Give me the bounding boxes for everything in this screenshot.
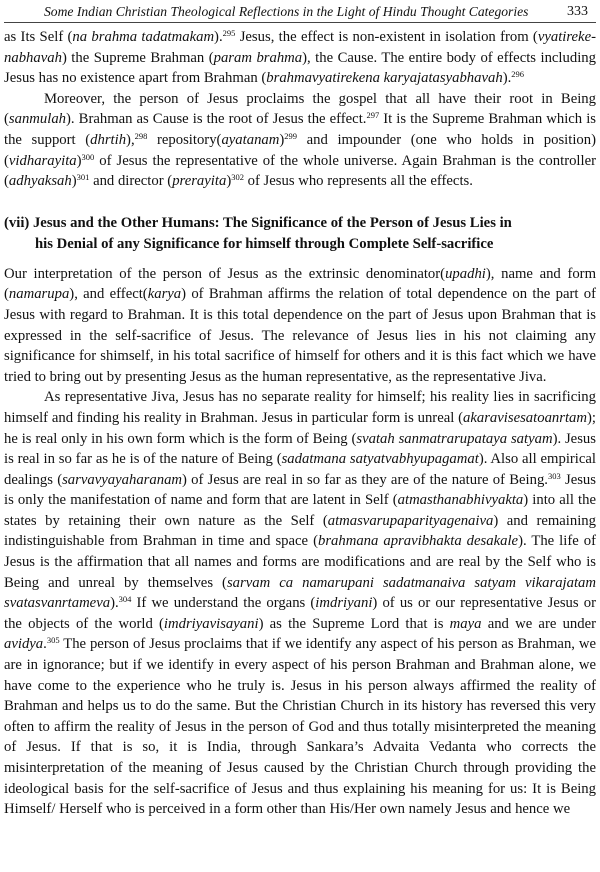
section-heading-line-2: his Denial of any Significance for himself through Complete Self-sacrifice: [35, 235, 494, 252]
sanskrit-term: dhrtih: [90, 131, 127, 148]
paragraph-continued: [4, 27, 596, 89]
text-run: ).: [110, 595, 119, 612]
text-run: ) and remaining indistinguishable from Brahman in time and space (: [4, 512, 596, 550]
text-run: ). Jesus is real in so far as he is of the nature of Being (: [4, 430, 596, 468]
sanskrit-term: atmasthanabhivyakta: [397, 492, 524, 509]
footnote-ref: 304: [118, 594, 132, 605]
sanskrit-term: akaravisesatoanrtam: [462, 409, 588, 426]
text-run: It is the Supreme Brahman which is the support (: [4, 111, 596, 148]
text-run: ),: [126, 131, 135, 148]
sanskrit-term: upadhi: [445, 265, 486, 282]
sanskrit-term: adhyaksah: [8, 173, 72, 190]
footnote-ref: 297: [366, 110, 380, 121]
text-run: ); he is real only in his own form which is the form of Being (: [4, 409, 596, 447]
text-run: ) of Jesus are real in so far as they are of the nature of Being.: [182, 471, 548, 488]
text-run: Jesus is only the manifestation of name and form that are latent in Self (: [4, 471, 596, 509]
text-run: ): [71, 173, 77, 190]
sanskrit-term: imdriyani: [315, 595, 373, 612]
footnote-ref: 296: [511, 69, 525, 80]
text-run: of Jesus who represents all the effects.: [243, 173, 473, 190]
sanskrit-term: na brahma tadatmakam: [72, 29, 215, 45]
footnote-ref: 298: [134, 130, 148, 141]
text-run: ) of Brahman affirms the relation of total dependence on the part of Jesus with regard to Brahman. It is this total dependence on the part of Jesus upon Brahman that is expressed in the self-sacrifice of Jesus. The relevance of Jesus lies in his not claiming any significance for shimself, in his total sacrifice of himself for others and it is this fact which we have tried to bring out by presenting Jesus as the human representative, as the representative Jiva.: [4, 286, 596, 385]
sanskrit-term: karya: [147, 286, 182, 303]
text-run: ) as the Supreme Lord that is: [258, 615, 450, 632]
paragraph-representative-jiva: [4, 387, 596, 819]
text-run: and impounder (one who holds in position) (: [4, 131, 596, 169]
text-run: of Jesus the representative of the whole universe. Again Brahman is the controller (: [4, 152, 596, 190]
text-run: ), and effect(: [69, 286, 148, 303]
footnote-ref: 302: [231, 172, 244, 183]
footnote-ref: 305: [46, 635, 60, 646]
sanskrit-term: sarvam ca namarupani sadatmanaiva satyam vikarajatam svatasvanrtameva: [4, 574, 596, 612]
text-run: ) of us or our representative Jesus or the objects of the world (: [4, 595, 596, 632]
sanskrit-term: brahmana apravibhakta desakale: [317, 533, 519, 550]
text-run: ), the Cause. The entire body of effects including Jesus has no existence apart from Brahman (: [4, 49, 596, 87]
sanskrit-term: maya: [449, 615, 482, 632]
header-rule: [4, 22, 596, 23]
sanskrit-term: svatah sanmatrarupataya satyam: [356, 430, 553, 447]
sanskrit-term: namarupa: [8, 286, 70, 303]
text-run: ): [279, 131, 285, 148]
text-run: ).: [214, 29, 223, 45]
footnote-ref: 303: [547, 470, 561, 481]
sanskrit-term: prerayita: [172, 173, 227, 190]
paragraph-interpretation: [4, 264, 596, 388]
text-run: Our interpretation of the person of Jesus as the extrinsic denominator(: [4, 265, 446, 282]
sanskrit-term: brahmavyatirekena karyajatasyabhavah: [266, 70, 503, 87]
text-run: Jesus, the effect is non-existent in isolation from (: [235, 29, 538, 45]
section-heading: [4, 213, 596, 255]
sanskrit-term: sanmulah: [8, 111, 67, 128]
text-run: ). Also all empirical dealings (: [4, 451, 596, 488]
sanskrit-term: ayatanam: [221, 131, 280, 148]
footnote-ref: 299: [284, 130, 298, 141]
footnote-ref: 300: [81, 151, 95, 162]
text-run: .: [43, 636, 47, 653]
sanskrit-term: imdriyavisayani: [163, 615, 259, 632]
paragraph-root-in-being: [4, 89, 596, 192]
text-run: Moreover, the person of Jesus proclaims the gospel that all have their root in Being (: [4, 90, 596, 128]
text-run: ) the Supreme Brahman (: [61, 49, 214, 66]
text-run: repository(: [147, 131, 222, 148]
text-run: ) into all the states by retaining their own nature as the Self (: [4, 492, 596, 529]
text-run: as Its Self (: [4, 29, 73, 45]
text-run: and we are under: [481, 615, 597, 632]
running-title: Some Indian Christian Theological Reflections in the Light of Hindu Thought Categories: [44, 4, 529, 19]
sanskrit-term: param brahma: [213, 49, 303, 66]
sanskrit-term: atmasvarupaparityagenaiva: [327, 512, 494, 529]
text-run: ): [76, 152, 82, 169]
text-run: and director (: [89, 173, 173, 190]
sanskrit-term: sarvavyayaharanam: [62, 471, 183, 488]
text-run: As representative Jiva, Jesus has no separate reality for himself; his reality lies in sacrificing himself and finding his reality in Brahman. Jesus in particular form is unreal (: [4, 389, 596, 426]
sanskrit-term: vyatireke-nabhavah: [4, 29, 596, 66]
text-run: ), name and form (: [4, 265, 596, 303]
text-run: ). Brahman as Cause is the root of Jesus the effect.: [66, 111, 367, 128]
text-run: ). The life of Jesus is the affirmation that all names and forms are modifications and are real by the Self who is Being and unreal by themselves (: [4, 533, 596, 591]
sanskrit-term: vidharayita: [8, 152, 77, 169]
footnote-ref: 295: [222, 28, 236, 38]
footnote-ref: 301: [76, 172, 90, 183]
text-run: ).: [502, 70, 512, 87]
text-run: ): [226, 173, 232, 190]
sanskrit-term: avidya: [4, 636, 44, 653]
text-run: The person of Jesus proclaims that if we identify any aspect of his person as Brahman, we are in ignorance; but if we identify in every aspect of his person Brahman and Brahman alone, we have come to the experience who he truly is. Jesus in his person always affirmed the reality of Brahman and helps us to do the same. But the Christian Church in its history has reversed this very often to affirm the reality of Jesus in the person of God and thus totally misinterpreted the meaning of Jesus. If that is so, it is India, through Sankara’s Advaita Vedanta who corrects the misinterpretation of the meaning of Jesus caused by the Christian Church through providing the ideological basis for the self-sacrifice of Jesus and thus explaining his meaning for us: It is Being Himself/ Herself who is perceived in a form other than His/Her own namely Jesus and hence we: [4, 636, 596, 818]
sanskrit-term: sadatmana satyatvabhyupagamat: [281, 451, 479, 468]
page-number: 333: [567, 4, 588, 19]
text-run: If we understand the organs (: [131, 595, 316, 612]
section-heading-line-1: (vii) Jesus and the Other Humans: The Significance of the Person of Jesus Lies in: [4, 214, 512, 231]
